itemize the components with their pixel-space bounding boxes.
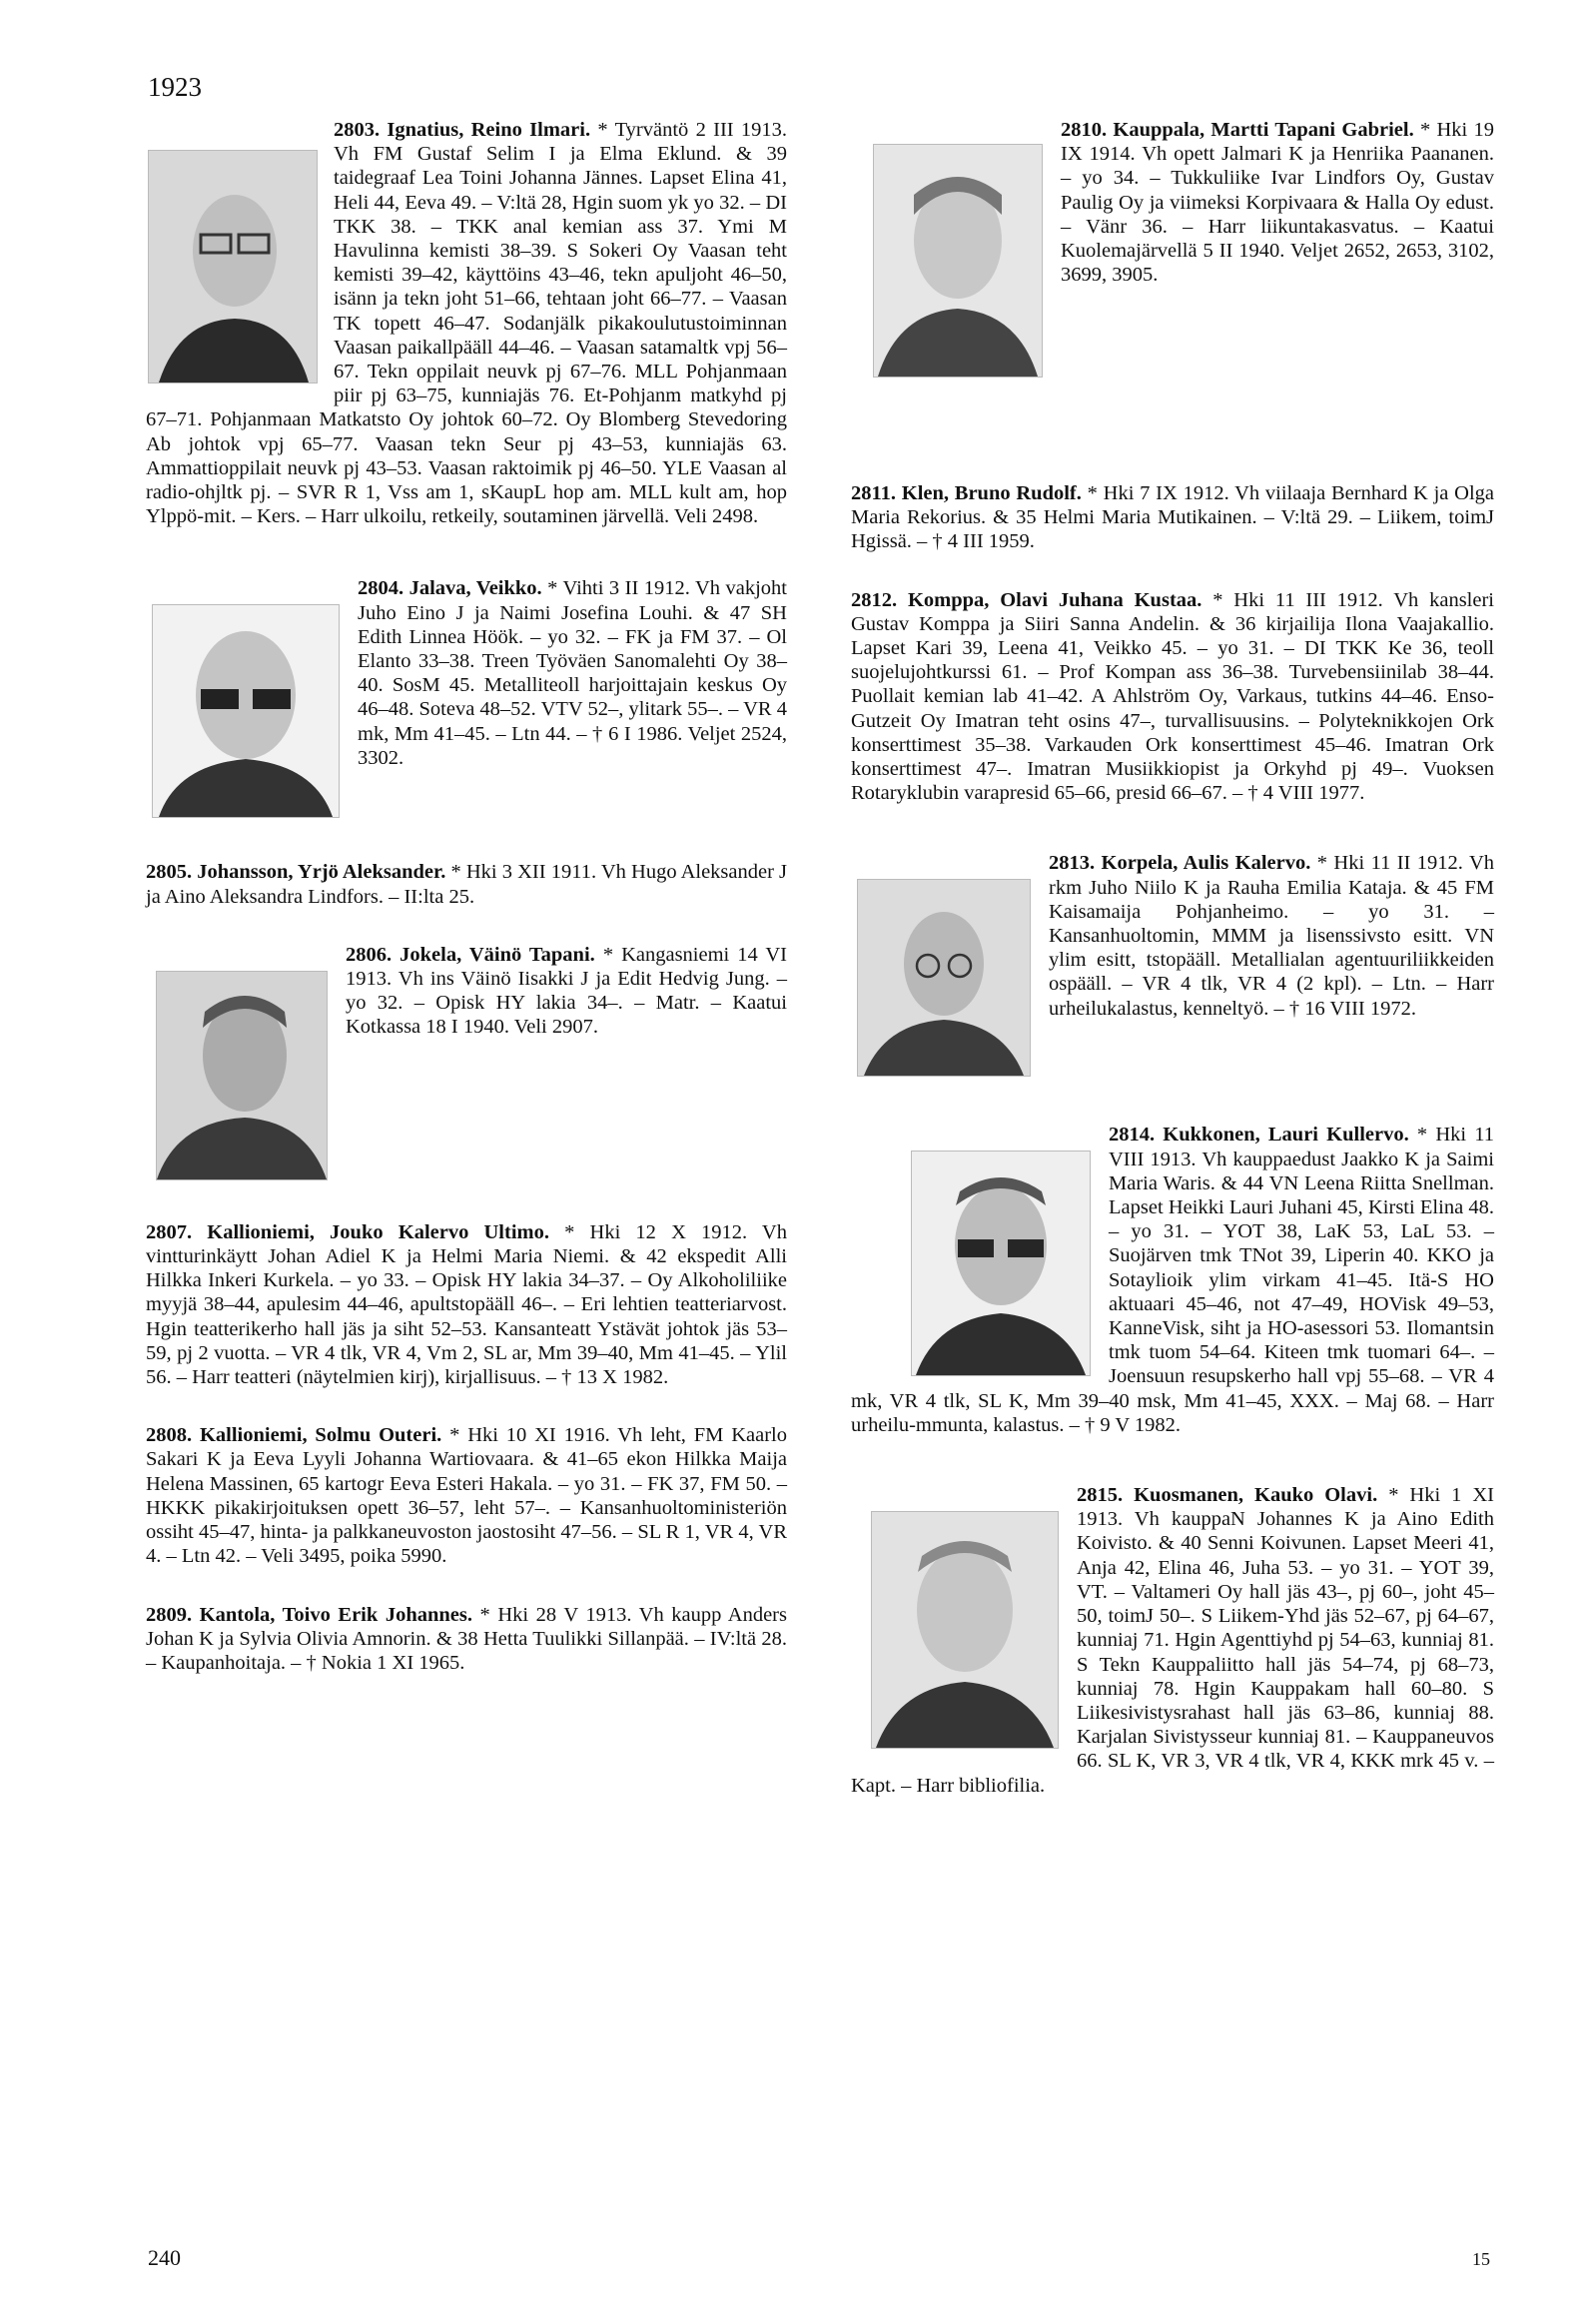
entry-text: * Hki 1 XI 1913. Vh kauppaN Johannes K ja Aino Edith Koivisto. & 40 Senni Koivunen. Lapset Meeri 41, Anja 42, Elina 46, Juha 53. – yo 31. – YOT 39, VT. – Valtameri Oy hall jäs 43–, pj 60–, joht 45–50, toimJ 50–. S Liikem-Yhd jäs 52–67, pj 64–67, kunniaj 71. Hgin Agenttiyhd pj 54–63, kunniaj 81. S Tekn Kauppaliitto hall jäs 54–74, pj 68–73, kunniaj 78. Hgin Kauppakam hall 60–80. S Liikesivistysrahast hall jäs 63–86, kunniaj 88. Karjalan Sivistysseur kunniaj 81. – Kauppaneuvos 66. SL K, VR 3, VR 4 tlk, VR 4, KKK mrk 45 v. – Kapt. – Harr bibliofilia. — [851, 1484, 1495, 1797]
entry-2813 — [851, 851, 1494, 1083]
entry-2806 — [146, 943, 787, 1186]
entry-heading: 2803. Ignatius, Reino Ilmari. — [334, 119, 591, 141]
entry-2805 — [146, 860, 787, 908]
page-year-heading: 1923 — [148, 72, 202, 102]
portrait-image — [872, 1512, 1058, 1748]
left-column — [146, 118, 787, 1675]
entry-heading: 2807. Kallioniemi, Jouko Kalervo Ultimo. — [146, 1220, 549, 1243]
portrait-image — [874, 145, 1042, 377]
signature-mark: 15 — [1472, 2249, 1490, 2269]
entry-heading: 2808. Kallioniemi, Solmu Outeri. — [146, 1424, 442, 1447]
portrait-image — [858, 880, 1030, 1076]
entry-heading: 2813. Korpela, Aulis Kalervo. — [1049, 852, 1311, 875]
entry-2809 — [146, 1603, 787, 1676]
entry-text: * Hki 11 VIII 1913. Vh kauppaedust Jaakko K ja Saimi Maria Waris. & 44 VN Leena Riitta Snellman. Lapset Heikki Lauri Juhani 45, Kirsti Elina 48. – yo 31. – YOT 38, LaK 53, LaL 53. – Suojärven tmk TNot 39, Liperin 40. KKO ja Sotaylioik ylim virkam 41–45. Itä-S HO aktuaari 45–46, not 47–49, HOVisk 49–53, KanneVisk, siht ja HO-asessori 53. Ilomantsin tmk tuom 54–64. Kiteen tmk tuomari 64–. – Joensuun resupskerho hall vpj 55–68. – VR 4 mk, VR 4 tlk, SL K, Mm 39–40 msk, Mm 41–45, XXX. – Maj 68. – Harr urheilu-mmunta, kalastus. – † 9 V 1982. — [851, 1124, 1494, 1436]
entry-2804 — [146, 576, 787, 824]
portrait-photo — [871, 1511, 1059, 1749]
portrait-image — [157, 972, 327, 1179]
portrait-image — [153, 605, 339, 817]
portrait-photo — [911, 1151, 1091, 1376]
entry-text: * Hki 11 II 1912. Vh rkm Juho Niilo K ja Rauha Emilia Kataja. & 45 FM Kaisamaija Pohjanheimo. – yo 31. – Kansanhuoltomin, MMM ja lisenssivsto esitt. VN ylim esitt, tstopääll. Metallialan agentuuriliikkeiden ospääll. – VR 4 tlk, VR 4 (2 kpl). – Ltn. – Harr urheilukalastus, kenneltyö. – † 16 VIII 1972. — [1049, 852, 1495, 1020]
portrait-photo — [148, 150, 318, 384]
entry-text: * Tyrväntö 2 III 1913. Vh FM Gustaf Selim I ja Elma Eklund. & 39 taidegraaf Lea Toini Johanna Jännes. Lapset Elina 41, Heli 44, Eeva 49. – V:ltä 28, Hgin suom yk yo 32. – DI TKK 38. – TKK anal kemian ass 37. Ymi M Havulinna kemisti 38–39. S Sokeri Oy Vaasan teht kemisti 39–42, käyttöins 43–46, tekn apuljoht 46–50, isänn ja tekn joht 51–66, tehtaan joht 66–77. – Vaasan TK topett 46–47. Sodanjälk pikakoulutustoiminnan Vaasan paikallpääll 44–46. – Vaasan satamaltk vpj 56–67. Tekn oppilait neuvk pj 67–76. MLL Pohjanmaan piir pj 63–75, kunniajäs 76. Et-Pohjanm matkyhd pj 67–71. Pohjanmaan Matkatsto Oy johtok 60–72. Oy Blomberg Stevedoring Ab johtok vpj 65–77. Vaasan tekn Seur pj 43–53, kunniajäs 63. Ammattioppilait neuvk pj 43–53. Vaasan raktoimik pj 46–50. YLE Vaasan al radio-ohjltk pj. – SVR R 1, Vss am 1, sKaupL hop am. MLL kult am, hop Ylppö-mit. – Kers. – Harr ulkoilu, retkeily, soutaminen järvellä. Veli 2498. — [146, 119, 788, 528]
entry-text: * Kangasniemi 14 VI 1913. Vh ins Väinö Iisakki J ja Edit Hedvig Jung. – yo 32. – Opisk HY lakia 34–. – Matr. – Kaatui Kotkassa 18 I 1940. Veli 2907. — [346, 943, 788, 1039]
portrait-photo — [857, 879, 1031, 1077]
entry-heading: 2811. Klen, Bruno Rudolf. — [851, 482, 1082, 504]
entry-heading: 2814. Kukkonen, Lauri Kullervo. — [1109, 1124, 1409, 1147]
entry-heading: 2805. Johansson, Yrjö Aleksander. — [146, 861, 446, 884]
entry-heading: 2806. Jokela, Väinö Tapani. — [346, 943, 595, 966]
portrait-photo — [152, 604, 340, 818]
entry-text: * Hki 19 IX 1914. Vh opett Jalmari K ja Henriika Paananen. – yo 34. – Tukkuliike Ivar Lindfors Oy, Gustav Paulig Oy ja viimeksi Korpivaara & Halla Oy edust. – Vänr 36. – Harr liikuntakasvatus. – Kaatui Kuolemajärvellä 5 II 1940. Veljet 2652, 2653, 3102, 3699, 3905. — [1061, 119, 1495, 287]
entry-2812 — [851, 588, 1494, 806]
entry-2807 — [146, 1220, 787, 1389]
entry-2810 — [851, 118, 1494, 384]
right-column — [851, 118, 1494, 1798]
entry-heading: 2809. Kantola, Toivo Erik Johannes. — [146, 1603, 472, 1626]
entry-2815 — [851, 1483, 1494, 1798]
portrait-photo — [873, 144, 1043, 378]
entry-heading: 2815. Kuosmanen, Kauko Olavi. — [1077, 1484, 1378, 1507]
entry-heading: 2812. Komppa, Olavi Juhana Kustaa. — [851, 588, 1202, 611]
entry-heading: 2810. Kauppala, Martti Tapani Gabriel. — [1061, 119, 1414, 141]
page-number: 240 — [148, 2245, 181, 2270]
entry-2808 — [146, 1423, 787, 1568]
entry-text: * Hki 3 XII 1911. Vh Hugo Aleksander J ja Aino Aleksandra Lindfors. – II:lta 25. — [146, 861, 788, 908]
portrait-image — [149, 151, 317, 383]
entry-text: * Hki 10 XI 1916. Vh leht, FM Kaarlo Sakari K ja Eeva Lyyli Johanna Wartiovaara. & 41–65 ekon Hilkka Maija Helena Massinen, 65 kartogr Eeva Esteri Hakala. – yo 31. – FK 37, FM 50. – HKKK pikakirjoituksen opett 36–57, leht 57–. – Kansanhuoltoministeriön ossiht 45–47, hinta- ja palkkaneuvoston jaostosiht 47–56. – SL R 1, VR 4, VR 4. – Ltn 42. – Veli 3495, poika 5990. — [146, 1424, 788, 1568]
entry-2803 — [146, 118, 787, 528]
entry-text: * Hki 11 III 1912. Vh kansleri Gustav Komppa ja Siiri Sanna Andelin. & 36 kirjailija Ilona Vaajakallio. Lapset Kari 39, Leena 41, Veikko 45. – yo 31. – DI TKK Ke 36, teoll suojelujohtkurssi 61. – Prof Kompan ass 36–38. Turvebensiinilab 38–44. Puollait kemian lab 41–42. A Ahlström Oy, Varkaus, tutkins 44–46. Enso-Gutzeit Oy Imatran teht osins 47–, turvallisuusins. – Polyteknikkojen Ork konserttimest 35–38. Varkauden Ork konserttimest 45–46. Imatran Ork konserttimest 47–. Imatran Musiikkiopist ja Orkyhd pj 49–. Vuoksen Rotaryklubin varapresid 65–66, presid 66–67. – † 4 VIII 1977. — [851, 588, 1494, 805]
entry-text: * Hki 28 V 1913. Vh kaupp Anders Johan K ja Sylvia Olivia Amnorin. & 38 Hetta Tuulikki Sillanpää. – IV:ltä 28. – Kaupanhoitaja. – † Nokia 1 XI 1965. — [146, 1603, 787, 1674]
entry-text: * Hki 7 IX 1912. Vh viilaaja Bernhard K ja Olga Maria Rekorius. & 35 Helmi Maria Mutikainen. – V:ltä 29. – Liikem, toimJ Hgissä. – † 4 III 1959. — [851, 482, 1494, 553]
entry-2811 — [851, 481, 1494, 554]
entry-text: * Hki 12 X 1912. Vh vintturinkäytt Johan Adiel K ja Helmi Maria Niemi. & 42 ekspedit Alli Hilkka Inkeri Kurkela. – yo 33. – Opisk HY lakia 34–37. – Oy Alkoholiliike myyjä 38–44, apulesim 44–46, apultstopääll 46–. – Eri lehtien teatteriarvost. Hgin teatterikerho hall jäs ja siht 52–53. Kansanteatt Ystävät johtok jäs 53–59, pj 2 vuotta. – VR 4 tlk, VR 4, Vm 2, SL ar, Mm 39–40, Mm 41–45. – Ylil 56. – Harr teatteri (näytelmien kirj), kirjallisuus. – † 13 X 1982. — [146, 1220, 787, 1389]
entry-2814 — [851, 1123, 1494, 1437]
entry-heading: 2804. Jalava, Veikko. — [358, 577, 542, 600]
entry-text: * Vihti 3 II 1912. Vh vakjoht Juho Eino J ja Naimi Josefina Louhi. & 47 SH Edith Linnea Höök. – yo 32. – FK ja FM 37. – Ol Elanto 33–38. Treen Työväen Sanomalehti Oy 38–40. SosM 45. Metalliteoll harjoittajain keskus Oy 46–48. Soteva 48–52. VTV 52–, ylitark 55–. – VR 4 mk, Mm 41–45. – Ltn 44. – † 6 I 1986. Veljet 2524, 3302. — [358, 577, 787, 769]
portrait-photo — [156, 971, 328, 1180]
portrait-image — [912, 1152, 1090, 1375]
